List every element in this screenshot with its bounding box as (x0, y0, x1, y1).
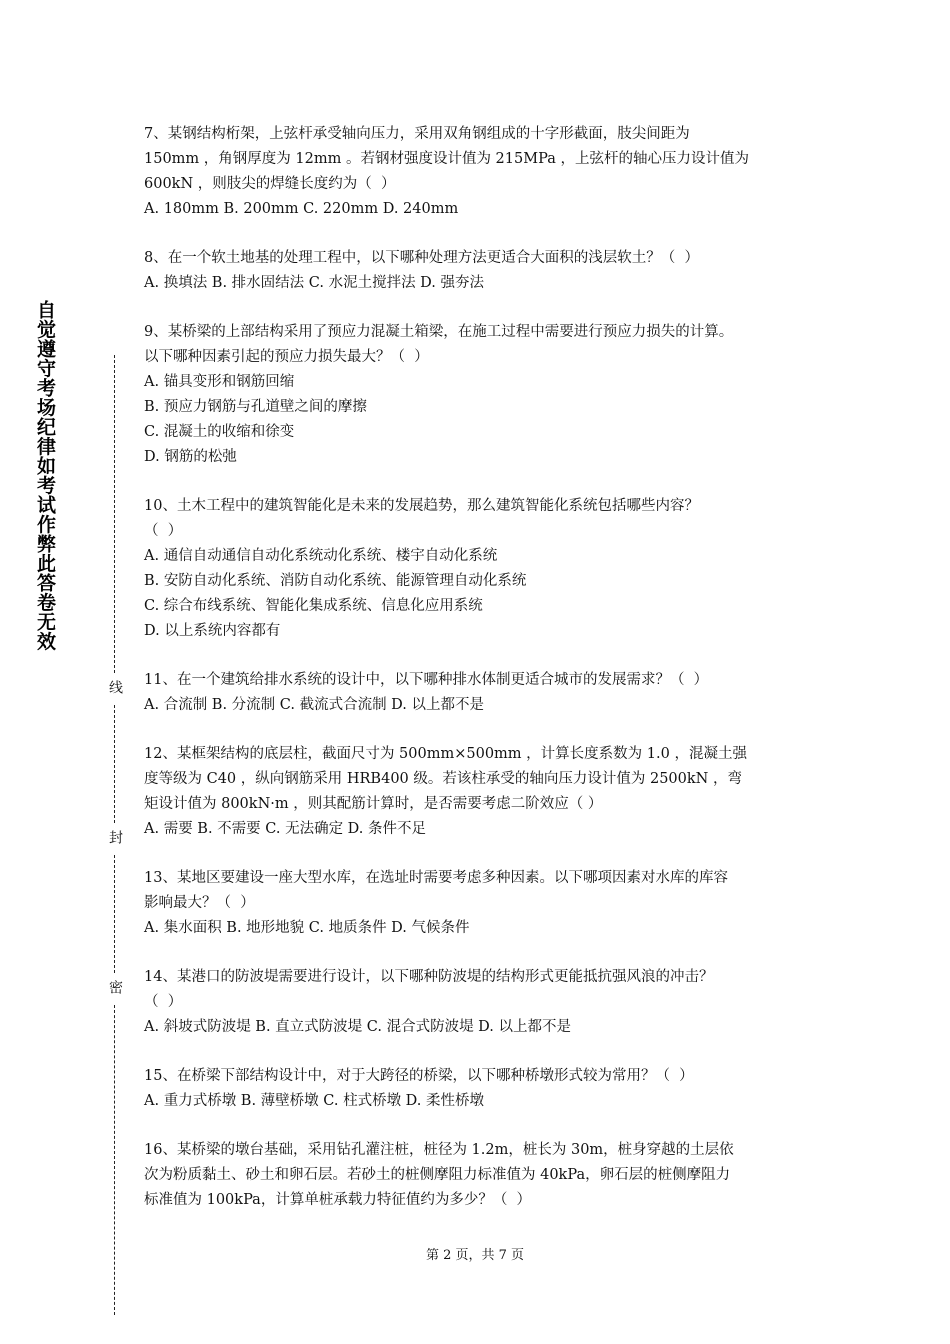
question-text: 影响最大？（ ） (144, 895, 255, 911)
question-option: D. 以上系统内容都有 (144, 623, 281, 639)
question-option: B. 预应力钢筋与孔道壁之间的摩擦 (144, 399, 367, 415)
question-text: 以下哪种因素引起的预应力损失最大？（ ） (144, 349, 429, 365)
question-14 (144, 965, 834, 1040)
question-13 (144, 866, 834, 941)
question-option: A. 锚具变形和钢筋回缩 (144, 374, 295, 390)
question-text: 16、某桥梁的墩台基础，采用钻孔灌注桩，桩径为 1.2m，桩长为 30m，桩身穿越的土层依 (144, 1142, 734, 1158)
seal-label-line: 线 (107, 680, 123, 694)
seal-dashed-line (114, 355, 115, 673)
question-text: （ ） (144, 994, 183, 1010)
question-text: 标准值为 100kPa，计算单桩承载力特征值约为多少？（ ） (144, 1192, 532, 1208)
question-12 (144, 742, 834, 842)
question-text: 矩设计值为 800kN·m ，则其配筋计算时，是否需要考虑二阶效应（ ） (144, 796, 603, 812)
question-options: A. 重力式桥墩 B. 薄壁桥墩 C. 柱式桥墩 D. 柔性桥墩 (144, 1093, 485, 1109)
question-options: A. 换填法 B. 排水固结法 C. 水泥土搅拌法 D. 强夯法 (144, 275, 485, 291)
question-8 (144, 246, 834, 296)
question-text: 12、某框架结构的底层柱，截面尺寸为 500mm×500mm ，计算长度系数为 1.0 ，混凝土强 (144, 746, 747, 762)
question-9 (144, 320, 834, 470)
seal-label-seal: 封 (107, 830, 123, 844)
question-text: 9、某桥梁的上部结构采用了预应力混凝土箱梁，在施工过程中需要进行预应力损失的计算。 (144, 324, 734, 340)
page-number: 第 2 页，共 7 页 (425, 1248, 525, 1263)
question-16 (144, 1138, 834, 1213)
exam-discipline-notice: 自觉遵守考场纪律如考试作弊此答卷无效 (34, 300, 56, 651)
question-text: 次为粉质黏土、砂土和卵石层。若砂土的桩侧摩阻力标准值为 40kPa，卵石层的桩侧摩阻力 (144, 1167, 731, 1183)
question-options: A. 斜坡式防波堤 B. 直立式防波堤 C. 混合式防波堤 D. 以上都不是 (144, 1019, 572, 1035)
question-text: 14、某港口的防波堤需要进行设计，以下哪种防波堤的结构形式更能抵抗强风浪的冲击？ (144, 969, 714, 985)
question-text: 150mm ，角钢厚度为 12mm 。若钢材强度设计值为 215MPa ，上弦杆的轴心压力设计值为 (144, 151, 749, 167)
question-7 (144, 122, 834, 222)
question-text: 度等级为 C40 ，纵向钢筋采用 HRB400 级。若该柱承受的轴向压力设计值为 2500kN ，弯 (144, 771, 742, 787)
question-options: A. 集水面积 B. 地形地貌 C. 地质条件 D. 气候条件 (144, 920, 470, 936)
question-10 (144, 494, 834, 644)
question-option: B. 安防自动化系统、消防自动化系统、能源管理自动化系统 (144, 573, 527, 589)
question-text: 11、在一个建筑给排水系统的设计中，以下哪种排水体制更适合城市的发展需求？（ ） (144, 672, 709, 688)
seal-dashed-line (114, 1005, 115, 1315)
seal-dashed-line (114, 855, 115, 973)
question-list (144, 122, 834, 1237)
question-text: 13、某地区要建设一座大型水库，在选址时需要考虑多种因素。以下哪项因素对水库的库容 (144, 870, 728, 886)
question-15 (144, 1064, 834, 1114)
question-option: A. 通信自动通信自动化系统动化系统、楼宇自动化系统 (144, 548, 498, 564)
question-text: 15、在桥梁下部结构设计中，对于大跨径的桥梁，以下哪种桥墩形式较为常用？（ ） (144, 1068, 694, 1084)
question-options: A. 180mm B. 200mm C. 220mm D. 240mm (144, 201, 459, 217)
question-text: 600kN ，则肢尖的焊缝长度约为（ ） (144, 176, 396, 192)
question-option: C. 综合布线系统、智能化集成系统、信息化应用系统 (144, 598, 483, 614)
question-option: D. 钢筋的松弛 (144, 449, 237, 465)
question-options: A. 合流制 B. 分流制 C. 截流式合流制 D. 以上都不是 (144, 697, 485, 713)
question-text: 7、某钢结构桁架，上弦杆承受轴向压力，采用双角钢组成的十字形截面，肢尖间距为 (144, 126, 690, 142)
question-text: （ ） (144, 523, 183, 539)
seal-label-secret: 密 (107, 980, 123, 994)
question-11 (144, 668, 834, 718)
binding-margin (0, 0, 130, 1344)
question-text: 8、在一个软土地基的处理工程中，以下哪种处理方法更适合大面积的浅层软土？（ ） (144, 250, 699, 266)
question-option: C. 混凝土的收缩和徐变 (144, 424, 295, 440)
question-options: A. 需要 B. 不需要 C. 无法确定 D. 条件不足 (144, 821, 427, 837)
seal-dashed-line (114, 705, 115, 823)
question-text: 10、土木工程中的建筑智能化是未来的发展趋势，那么建筑智能化系统包括哪些内容？ (144, 498, 699, 514)
